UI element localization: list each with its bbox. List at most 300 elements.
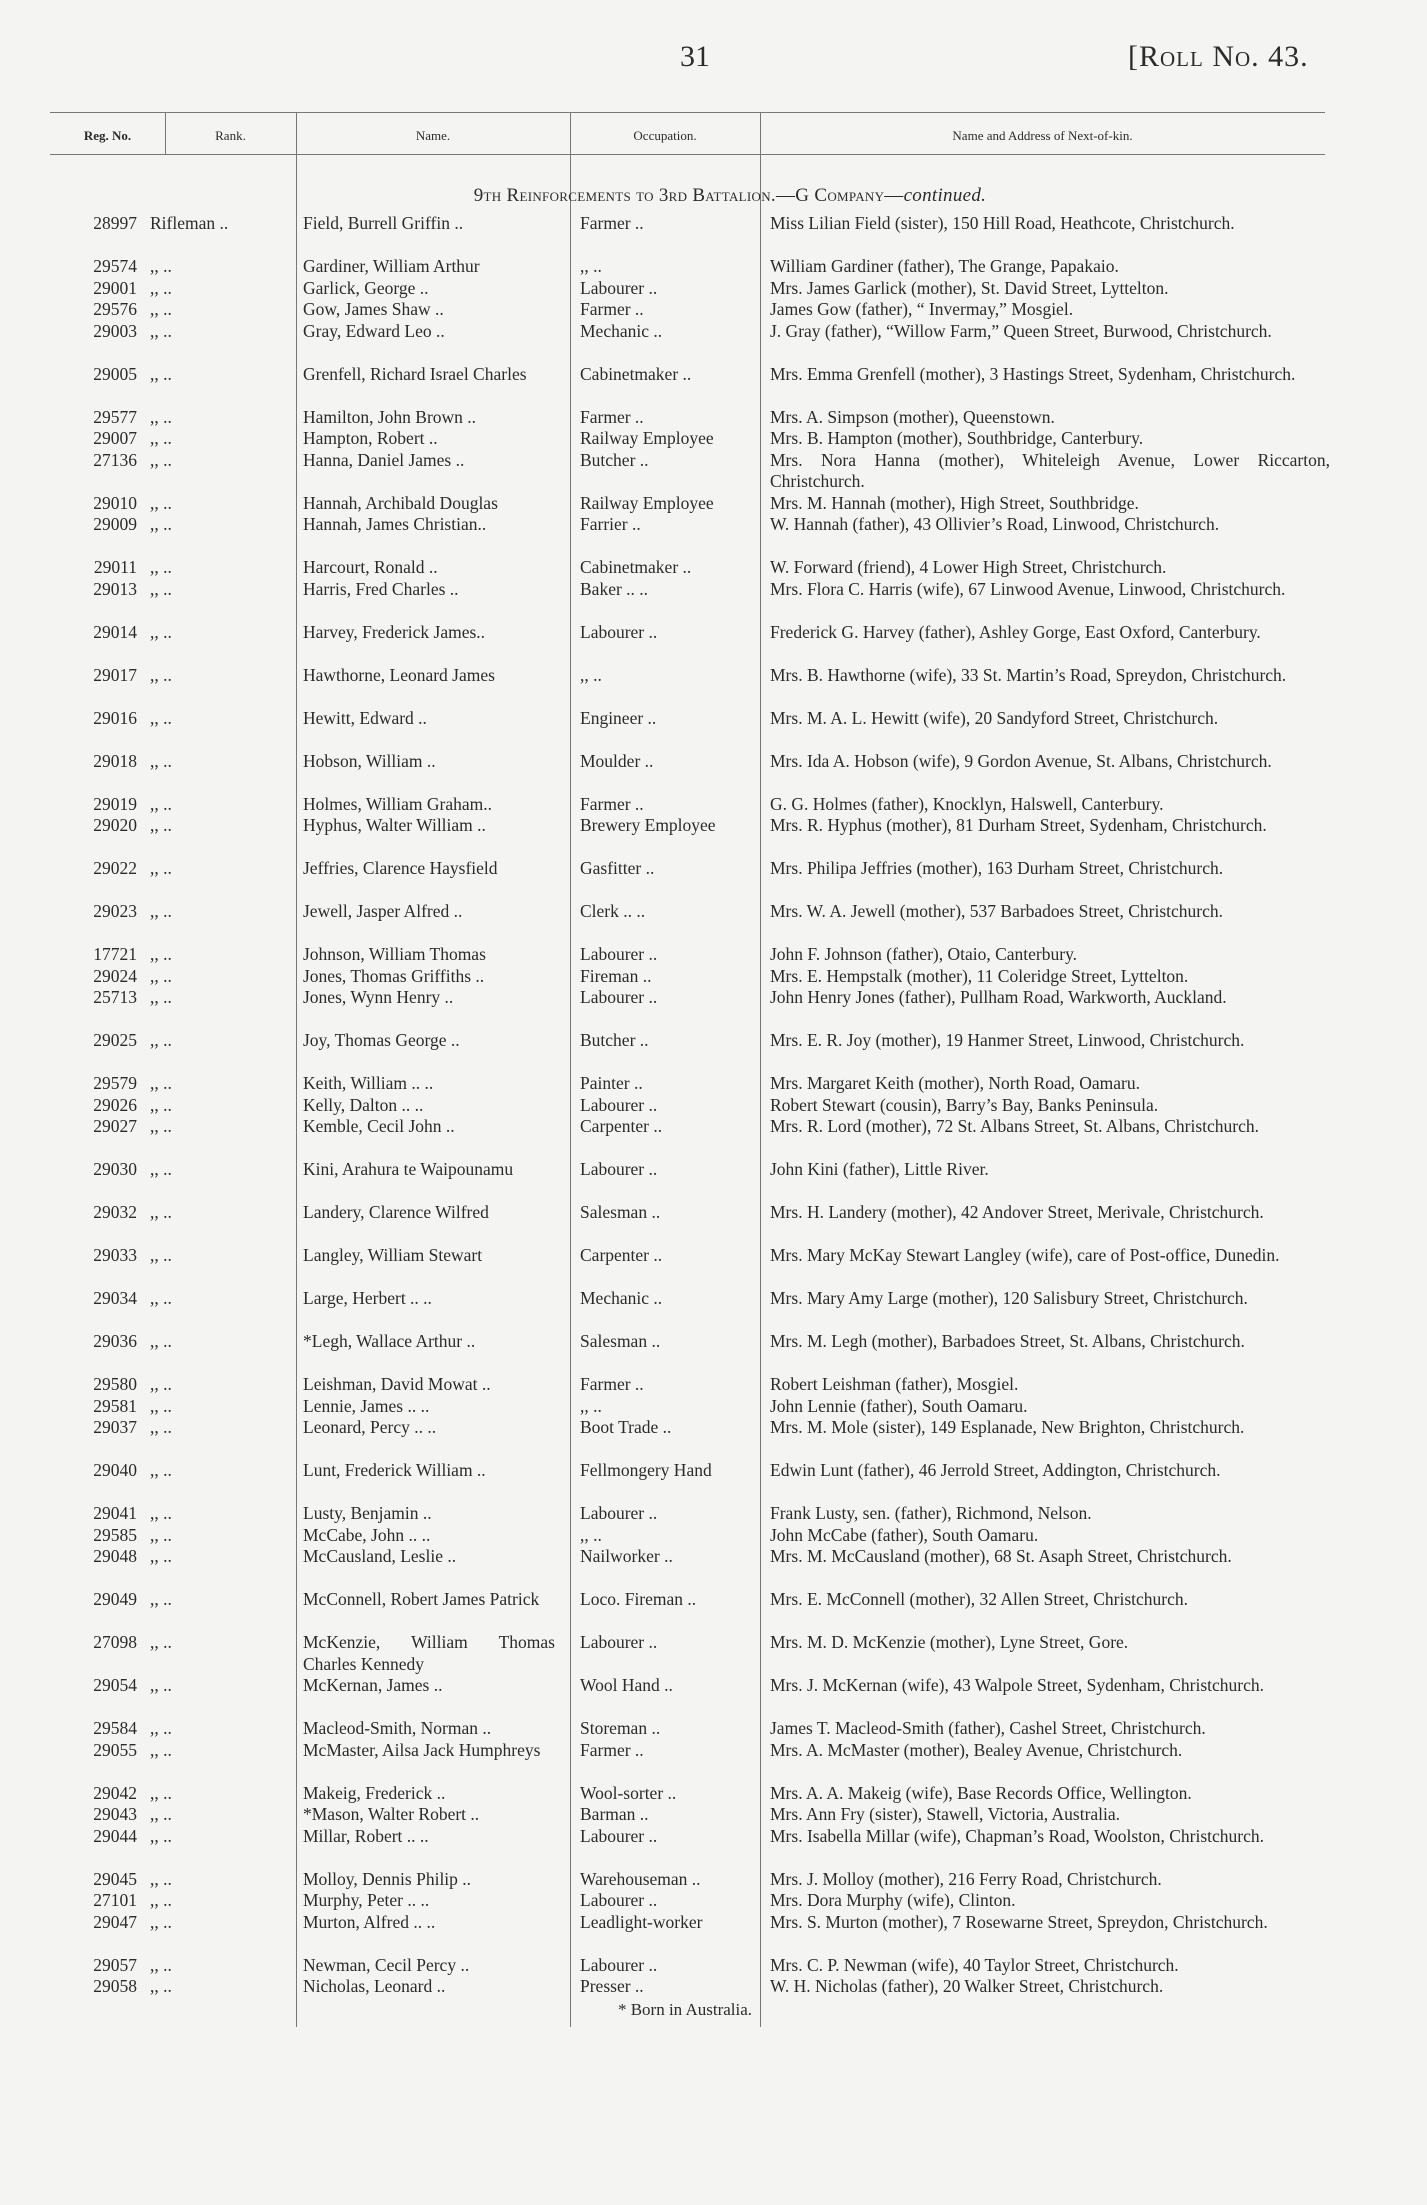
soldier-name: Harvey, Frederick James.. (303, 621, 486, 642)
table-row (0, 1116, 1427, 1159)
rank: ,, .. (150, 277, 172, 298)
soldier-name: Kemble, Cecil John .. (303, 1116, 455, 1136)
occupation: Fellmongery Hand (580, 1460, 712, 1480)
reg-number: 29020 (93, 815, 137, 835)
rank: ,, .. (150, 1739, 172, 1760)
table-row (0, 751, 1427, 794)
occupation: Farmer .. (580, 1374, 644, 1394)
table-row (0, 1546, 1427, 1589)
table-row (0, 1912, 1427, 1955)
reg-number: 29044 (93, 1825, 137, 1846)
occupation: Butcher .. (580, 449, 649, 470)
occupation: ,, .. (580, 664, 602, 685)
table-row (0, 514, 1427, 557)
table-row (0, 1288, 1427, 1331)
soldier-name: Hannah, James Christian.. (303, 514, 487, 534)
occupation: Farmer .. (580, 1739, 644, 1760)
soldier-name: McConnell, Robert James Patrick (303, 1589, 540, 1609)
rank: ,, .. (150, 320, 172, 341)
table-row (0, 1804, 1427, 1826)
occupation: Carpenter .. (580, 1116, 663, 1136)
soldier-name: Hampton, Robert .. (303, 428, 438, 448)
next-of-kin: Mrs. James Garlick (mother), St. David Street, Lyttelton. (770, 277, 1169, 298)
table-row (0, 299, 1427, 321)
reg-number: 29574 (93, 256, 137, 276)
reg-number: 29003 (93, 320, 137, 341)
rank: ,, .. (150, 1094, 172, 1115)
table-row (0, 1826, 1427, 1869)
rank: ,, .. (150, 815, 172, 835)
table-row (0, 944, 1427, 966)
reg-number: 29007 (93, 428, 137, 448)
next-of-kin: Mrs. Ann Fry (sister), Stawell, Victoria, Australia. (770, 1804, 1121, 1824)
rank: ,, .. (150, 406, 172, 427)
header-rule-bottom (50, 154, 1325, 155)
soldier-name: Macleod-Smith, Norman .. (303, 1718, 492, 1738)
next-of-kin: Mrs. M. Legh (mother), Barbadoes Street, St. Albans, Christchurch. (770, 1331, 1245, 1351)
table-row (0, 428, 1427, 450)
rank: ,, .. (150, 901, 172, 921)
table-row (0, 1159, 1427, 1202)
next-of-kin: W. Hannah (father), 43 Ollivier’s Road, Linwood, Christchurch. (770, 514, 1220, 534)
reg-number: 27136 (93, 449, 137, 470)
soldier-name: McKenzie, William Thomas Charles Kennedy (303, 1632, 555, 1674)
soldier-name: Lunt, Frederick William .. (303, 1460, 486, 1480)
header-rule-top (50, 112, 1325, 113)
table-row (0, 1718, 1427, 1740)
rank: ,, .. (150, 557, 172, 577)
next-of-kin: Frank Lusty, sen. (father), Richmond, Nelson. (770, 1503, 1092, 1523)
occupation: Cabinetmaker .. (580, 363, 692, 384)
next-of-kin: Mrs. M. A. L. Hewitt (wife), 20 Sandyford Street, Christchurch. (770, 707, 1219, 728)
occupation: Railway Employee (580, 428, 714, 448)
rank: ,, .. (150, 514, 172, 534)
rank: ,, .. (150, 492, 172, 513)
table-row (0, 256, 1427, 278)
reg-number: 29580 (93, 1374, 137, 1394)
next-of-kin: Mrs. R. Hyphus (mother), 81 Durham Street, Sydenham, Christchurch. (770, 815, 1267, 835)
reg-number: 29032 (93, 1202, 137, 1222)
reg-number: 29025 (93, 1030, 137, 1050)
next-of-kin: Mrs. M. Hannah (mother), High Street, Southbridge. (770, 492, 1139, 513)
reg-number: 29054 (93, 1675, 137, 1695)
occupation: Fireman .. (580, 965, 652, 986)
occupation: ,, .. (580, 256, 602, 276)
occupation: Labourer .. (580, 1094, 658, 1115)
next-of-kin: J. Gray (father), “Willow Farm,” Queen Street, Burwood, Christchurch. (770, 320, 1272, 341)
occupation: Moulder .. (580, 750, 654, 771)
reg-number: 28997 (93, 213, 137, 233)
rank: ,, .. (150, 1073, 172, 1093)
rank: ,, .. (150, 1804, 172, 1824)
occupation: Carpenter .. (580, 1245, 663, 1265)
table-row (0, 1869, 1427, 1891)
occupation: ,, .. (580, 1395, 602, 1416)
soldier-name: Jones, Thomas Griffiths .. (303, 965, 485, 986)
next-of-kin: Robert Stewart (cousin), Barry’s Bay, Banks Peninsula. (770, 1094, 1159, 1115)
table-row (0, 450, 1427, 493)
rank: ,, .. (150, 578, 172, 599)
table-row (0, 1890, 1427, 1912)
rank: ,, .. (150, 1954, 172, 1975)
next-of-kin: Mrs. Margaret Keith (mother), North Road, Oamaru. (770, 1073, 1140, 1093)
next-of-kin: Mrs. W. A. Jewell (mother), 537 Barbadoes Street, Christchurch. (770, 901, 1223, 921)
rank: ,, .. (150, 707, 172, 728)
header-rank: Rank. (215, 128, 246, 143)
section-title (300, 185, 1160, 207)
table-row (0, 1030, 1427, 1073)
reg-number: 29584 (93, 1718, 137, 1738)
table-row (0, 1245, 1427, 1288)
rank: ,, .. (150, 1030, 172, 1050)
rank: ,, .. (150, 1374, 172, 1394)
next-of-kin: John Lennie (father), South Oamaru. (770, 1395, 1028, 1416)
next-of-kin: John F. Johnson (father), Otaio, Canterbury. (770, 944, 1078, 964)
table-row (0, 1396, 1427, 1418)
table-row (0, 278, 1427, 300)
rank: ,, .. (150, 621, 172, 642)
rank: ,, .. (150, 1825, 172, 1846)
occupation: Nailworker .. (580, 1546, 673, 1566)
soldier-name: Millar, Robert .. .. (303, 1825, 429, 1846)
soldier-name: Molloy, Dennis Philip .. (303, 1868, 472, 1889)
next-of-kin: James Gow (father), “ Invermay,” Mosgiel. (770, 299, 1074, 319)
next-of-kin: Mrs. R. Lord (mother), 72 St. Albans Street, St. Albans, Christchurch. (770, 1116, 1259, 1136)
reg-number: 29016 (93, 707, 137, 728)
occupation: Labourer .. (580, 277, 658, 298)
table-row (0, 364, 1427, 407)
table-row (0, 665, 1427, 708)
header-name: Name. (415, 128, 451, 143)
occupation: Gasfitter .. (580, 858, 655, 878)
reg-number: 29023 (93, 901, 137, 921)
soldier-name: Landery, Clarence Wilfred (303, 1202, 489, 1222)
rank: ,, .. (150, 1159, 172, 1179)
soldier-name: Kelly, Dalton .. .. (303, 1094, 424, 1115)
table-row (0, 1374, 1427, 1396)
occupation: Brewery Employee (580, 815, 716, 835)
soldier-name: Hannah, Archibald Douglas (303, 492, 498, 513)
reg-number: 29045 (93, 1868, 137, 1889)
reg-number: 29018 (93, 750, 137, 771)
next-of-kin: Mrs. A. A. Makeig (wife), Base Records Office, Wellington. (770, 1782, 1192, 1803)
occupation: Painter .. (580, 1073, 643, 1093)
soldier-name: Langley, William Stewart (303, 1245, 483, 1265)
next-of-kin: Mrs. Nora Hanna (mother), Whiteleigh Avenue, Lower Riccarton, Christchurch. (770, 449, 1330, 491)
table-row (0, 579, 1427, 622)
soldier-name: Grenfell, Richard Israel Charles (303, 363, 527, 384)
reg-number: 29011 (93, 557, 137, 577)
next-of-kin: Mrs. M. Mole (sister), 149 Esplanade, New Brighton, Christchurch. (770, 1417, 1245, 1437)
occupation: Boot Trade .. (580, 1417, 672, 1437)
occupation: Butcher .. (580, 1030, 649, 1050)
occupation: Loco. Fireman .. (580, 1589, 697, 1609)
reg-number: 29036 (93, 1331, 137, 1351)
reg-number: 29037 (93, 1417, 137, 1437)
table-row (0, 1632, 1427, 1675)
reg-number: 29014 (93, 621, 137, 642)
rank: Rifleman .. (150, 213, 229, 233)
next-of-kin: Mrs. Dora Murphy (wife), Clinton. (770, 1890, 1016, 1910)
soldier-name: Leonard, Percy .. .. (303, 1417, 437, 1437)
soldier-name: McCabe, John .. .. (303, 1524, 431, 1545)
reg-number: 29048 (93, 1546, 137, 1566)
soldier-name: Gow, James Shaw .. (303, 299, 444, 319)
occupation: Warehouseman .. (580, 1868, 701, 1889)
reg-number: 29579 (93, 1073, 137, 1093)
occupation: Cabinetmaker .. (580, 557, 692, 577)
soldier-name: Murphy, Peter .. .. (303, 1890, 430, 1910)
soldier-name: Hanna, Daniel James .. (303, 449, 465, 470)
footnote: * Born in Australia. (617, 2000, 753, 2019)
occupation: ,, .. (580, 1524, 602, 1545)
rank: ,, .. (150, 428, 172, 448)
next-of-kin: Mrs. B. Hampton (mother), Southbridge, Canterbury. (770, 428, 1144, 448)
reg-number: 27098 (93, 1632, 137, 1652)
next-of-kin: Mrs. Philipa Jeffries (mother), 163 Durham Street, Christchurch. (770, 858, 1224, 878)
next-of-kin: Mrs. Isabella Millar (wife), Chapman’s Road, Woolston, Christchurch. (770, 1825, 1265, 1846)
reg-number: 29001 (93, 277, 137, 298)
reg-number: 29026 (93, 1094, 137, 1115)
header-occupation: Occupation. (633, 128, 697, 143)
rank: ,, .. (150, 1890, 172, 1910)
next-of-kin: Mrs. A. McMaster (mother), Bealey Avenue, Christchurch. (770, 1739, 1183, 1760)
occupation: Clerk .. .. (580, 901, 646, 921)
next-of-kin: Mrs. E. Hempstalk (mother), 11 Coleridge Street, Lyttelton. (770, 965, 1189, 986)
rank: ,, .. (150, 965, 172, 986)
table-row (0, 901, 1427, 944)
rank: ,, .. (150, 750, 172, 771)
header-next-of-kin: Name and Address of Next-of-kin. (952, 128, 1133, 143)
table-row (0, 858, 1427, 901)
soldier-name: Hawthorne, Leonard James (303, 664, 495, 685)
occupation: Farmer .. (580, 213, 644, 233)
roll-number: [Roll No. 43. (1128, 40, 1309, 73)
rank: ,, .. (150, 1202, 172, 1222)
rank: ,, .. (150, 1395, 172, 1416)
table-row (0, 1525, 1427, 1547)
reg-number: 29034 (93, 1288, 137, 1308)
soldier-name: McCausland, Leslie .. (303, 1546, 457, 1566)
table-row (0, 1202, 1427, 1245)
next-of-kin: W. H. Nicholas (father), 20 Walker Street, Christchurch. (770, 1976, 1164, 1996)
next-of-kin: Mrs. M. D. McKenzie (mother), Lyne Street, Gore. (770, 1632, 1129, 1652)
reg-number: 29041 (93, 1503, 137, 1523)
reg-number: 29033 (93, 1245, 137, 1265)
soldier-name: Murton, Alfred .. .. (303, 1911, 436, 1932)
next-of-kin: G. G. Holmes (father), Knocklyn, Halswell, Canterbury. (770, 793, 1164, 814)
soldier-name: Hamilton, John Brown .. (303, 406, 477, 427)
rank: ,, .. (150, 1116, 172, 1136)
soldier-name: Keith, William .. .. (303, 1073, 434, 1093)
rank: ,, .. (150, 1245, 172, 1265)
table-row (0, 1503, 1427, 1525)
reg-number: 25713 (93, 987, 137, 1007)
reg-number: 29058 (93, 1976, 137, 1996)
table-row (0, 407, 1427, 429)
soldier-name: Hyphus, Walter William .. (303, 815, 486, 835)
soldier-name: Newman, Cecil Percy .. (303, 1954, 470, 1975)
roll-table (0, 213, 1427, 1998)
next-of-kin: Miss Lilian Field (sister), 150 Hill Road, Heathcote, Christchurch. (770, 213, 1235, 233)
occupation: Presser .. (580, 1976, 644, 1996)
reg-number: 29055 (93, 1739, 137, 1760)
soldier-name: Garlick, George .. (303, 277, 429, 298)
soldier-name: Nicholas, Leonard .. (303, 1976, 446, 1996)
next-of-kin: Mrs. E. R. Joy (mother), 19 Hanmer Street, Linwood, Christchurch. (770, 1030, 1245, 1050)
reg-number: 29042 (93, 1782, 137, 1803)
next-of-kin: Mrs. M. McCausland (mother), 68 St. Asaph Street, Christchurch. (770, 1546, 1232, 1566)
next-of-kin: Edwin Lunt (father), 46 Jerrold Street, Addington, Christchurch. (770, 1460, 1221, 1480)
occupation: Farmer .. (580, 406, 644, 427)
soldier-name: Jewell, Jasper Alfred .. (303, 901, 463, 921)
occupation: Storeman .. (580, 1718, 661, 1738)
occupation: Labourer .. (580, 944, 658, 964)
table-row (0, 557, 1427, 579)
header-reg-no: Reg. No. (83, 128, 132, 143)
occupation: Engineer .. (580, 707, 657, 728)
occupation: Labourer .. (580, 1954, 658, 1975)
soldier-name: McKernan, James .. (303, 1675, 443, 1695)
rank: ,, .. (150, 1632, 172, 1652)
rank: ,, .. (150, 299, 172, 319)
soldier-name: Kini, Arahura te Waipounamu (303, 1159, 514, 1179)
next-of-kin: Mrs. C. P. Newman (wife), 40 Taylor Street, Christchurch. (770, 1954, 1179, 1975)
occupation: Wool Hand .. (580, 1675, 673, 1695)
rank: ,, .. (150, 1589, 172, 1609)
reg-number: 29585 (93, 1524, 137, 1545)
rank: ,, .. (150, 1546, 172, 1566)
occupation: Farrier .. (580, 514, 641, 534)
soldier-name: Hewitt, Edward .. (303, 707, 427, 728)
page-number: 31 (680, 40, 710, 73)
next-of-kin: Mrs. Mary McKay Stewart Langley (wife), care of Post-office, Dunedin. (770, 1245, 1280, 1265)
next-of-kin: Robert Leishman (father), Mosgiel. (770, 1374, 1019, 1394)
soldier-name: Lusty, Benjamin .. (303, 1503, 432, 1523)
next-of-kin: Mrs. J. McKernan (wife), 43 Walpole Street, Sydenham, Christchurch. (770, 1675, 1264, 1695)
table-row (0, 213, 1427, 256)
soldier-name: Johnson, William Thomas (303, 944, 486, 964)
rank: ,, .. (150, 1782, 172, 1803)
reg-number: 29024 (93, 965, 137, 986)
rank: ,, .. (150, 1911, 172, 1932)
table-row (0, 966, 1427, 988)
reg-number: 29013 (93, 578, 137, 599)
rank: ,, .. (150, 858, 172, 878)
next-of-kin: Mrs. Ida A. Hobson (wife), 9 Gordon Avenue, St. Albans, Christchurch. (770, 750, 1272, 771)
next-of-kin: Mrs. Emma Grenfell (mother), 3 Hastings Street, Sydenham, Christchurch. (770, 363, 1296, 384)
occupation: Farmer .. (580, 793, 644, 814)
soldier-name: *Mason, Walter Robert .. (303, 1804, 480, 1824)
rank: ,, .. (150, 1331, 172, 1351)
occupation: Wool-sorter .. (580, 1782, 677, 1803)
table-row (0, 1095, 1427, 1117)
next-of-kin: Mrs. E. McConnell (mother), 32 Allen Street, Christchurch. (770, 1589, 1188, 1609)
soldier-name: Harris, Fred Charles .. (303, 578, 459, 599)
table-row (0, 708, 1427, 751)
reg-number: 29047 (93, 1911, 137, 1932)
table-row (0, 815, 1427, 858)
soldier-name: Jeffries, Clarence Haysfield (303, 858, 498, 878)
section-title-main: 9th Reinforcements to 3rd Battalion.—G Company— (473, 185, 904, 206)
next-of-kin: John McCabe (father), South Oamaru. (770, 1524, 1039, 1545)
rank: ,, .. (150, 1503, 172, 1523)
reg-number: 29017 (93, 664, 137, 685)
occupation: Baker .. .. (580, 578, 649, 599)
table-row (0, 622, 1427, 665)
table-row (0, 321, 1427, 364)
soldier-name: Lennie, James .. .. (303, 1395, 430, 1416)
table-row (0, 1740, 1427, 1783)
occupation: Labourer .. (580, 1825, 658, 1846)
occupation: Labourer .. (580, 1632, 658, 1652)
rank: ,, .. (150, 256, 172, 276)
rank: ,, .. (150, 664, 172, 685)
next-of-kin: W. Forward (friend), 4 Lower High Street, Christchurch. (770, 557, 1167, 577)
reg-number: 29040 (93, 1460, 137, 1480)
next-of-kin: Mrs. H. Landery (mother), 42 Andover Street, Merivale, Christchurch. (770, 1202, 1264, 1222)
rank: ,, .. (150, 363, 172, 384)
rank: ,, .. (150, 1524, 172, 1545)
reg-number: 29577 (93, 406, 137, 427)
table-row (0, 1417, 1427, 1460)
soldier-name: Harcourt, Ronald .. (303, 557, 438, 577)
rank: ,, .. (150, 793, 172, 814)
table-row (0, 1955, 1427, 1977)
table-row (0, 1976, 1427, 1998)
reg-number: 29049 (93, 1589, 137, 1609)
reg-number: 27101 (93, 1890, 137, 1910)
table-row (0, 1331, 1427, 1374)
reg-number: 29030 (93, 1159, 137, 1179)
soldier-name: Hobson, William .. (303, 750, 436, 771)
soldier-name: Field, Burrell Griffin .. (303, 213, 464, 233)
next-of-kin: James T. Macleod-Smith (father), Cashel Street, Christchurch. (770, 1718, 1206, 1738)
occupation: Barman .. (580, 1804, 649, 1824)
reg-number: 29019 (93, 793, 137, 814)
soldier-name: Gardiner, William Arthur (303, 256, 480, 276)
occupation: Salesman .. (580, 1202, 661, 1222)
next-of-kin: William Gardiner (father), The Grange, Papakaio. (770, 256, 1119, 276)
soldier-name: Leishman, David Mowat .. (303, 1374, 491, 1394)
rank: ,, .. (150, 987, 172, 1007)
reg-number: 29576 (93, 299, 137, 319)
next-of-kin: John Henry Jones (father), Pullham Road, Warkworth, Auckland. (770, 987, 1227, 1007)
next-of-kin: Mrs. Flora C. Harris (wife), 67 Linwood Avenue, Linwood, Christchurch. (770, 578, 1286, 599)
occupation: Labourer .. (580, 621, 658, 642)
reg-number: 29057 (93, 1954, 137, 1975)
rank: ,, .. (150, 449, 172, 470)
occupation: Labourer .. (580, 987, 658, 1007)
table-row (0, 493, 1427, 515)
soldier-name: Jones, Wynn Henry .. (303, 987, 454, 1007)
rank: ,, .. (150, 1868, 172, 1889)
soldier-name: Holmes, William Graham.. (303, 793, 493, 814)
reg-number: 29043 (93, 1804, 137, 1824)
table-row (0, 1589, 1427, 1632)
occupation: Farmer .. (580, 299, 644, 319)
table-row (0, 1460, 1427, 1503)
reg-number: 17721 (93, 944, 137, 964)
rank: ,, .. (150, 1288, 172, 1308)
next-of-kin: Mrs. B. Hawthorne (wife), 33 St. Martin’s Road, Spreydon, Christchurch. (770, 664, 1287, 685)
soldier-name: McMaster, Ailsa Jack Humphreys (303, 1739, 541, 1760)
table-row (0, 1073, 1427, 1095)
occupation: Leadlight-worker (580, 1911, 703, 1932)
reg-number: 29581 (93, 1395, 137, 1416)
rank: ,, .. (150, 1460, 172, 1480)
occupation: Labourer .. (580, 1503, 658, 1523)
